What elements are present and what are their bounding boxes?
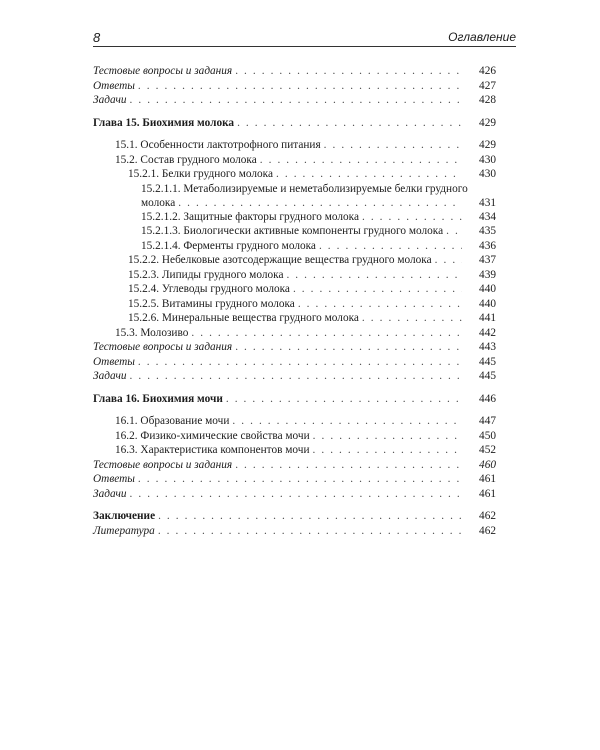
toc-entry-title: 15.2.1.1. Метаболизируемые и неметаболизируемые белки грудного <box>141 182 468 195</box>
running-header <box>93 30 516 47</box>
toc-page-number: 450 <box>479 429 496 442</box>
toc-page-number: 428 <box>479 94 496 106</box>
toc-entry-title: 15.2. Состав грудного молока <box>115 153 257 166</box>
dot-leader <box>446 224 462 238</box>
toc-entry-chapter[interactable] <box>93 509 496 524</box>
toc-entry-title: 15.2.5. Витамины грудного молока <box>128 297 295 310</box>
toc-entry-subsection[interactable] <box>93 268 496 283</box>
toc-entry-title-cont: молока <box>141 196 176 209</box>
dot-leader <box>362 311 462 325</box>
dot-leader <box>138 79 462 93</box>
toc-entry-title: Глава 16. Биохимия мочи <box>93 392 223 405</box>
toc-entry-subsection[interactable] <box>93 253 496 268</box>
toc-entry-title: 15.2.4. Углеводы грудного молока <box>128 283 290 295</box>
toc-entry-subsection[interactable] <box>93 297 496 312</box>
dot-leader <box>362 210 462 224</box>
toc-page-number: 462 <box>479 510 496 522</box>
section-gap <box>93 130 496 138</box>
toc-entry-section[interactable] <box>93 153 496 168</box>
toc-page-number: 441 <box>479 312 496 324</box>
toc-page-number: 427 <box>479 79 496 92</box>
toc-page-number: 447 <box>479 415 496 427</box>
dot-leader <box>178 196 462 210</box>
toc-entry-title: 15.2.1.4. Ферменты грудного молока <box>141 239 316 252</box>
toc-entry-section[interactable] <box>93 326 496 341</box>
dot-leader <box>276 167 462 181</box>
dot-leader <box>235 458 462 472</box>
toc-entry-title: 16.2. Физико-химические свойства мочи <box>115 429 310 442</box>
section-gap <box>93 108 496 116</box>
dot-leader <box>130 369 463 383</box>
toc-entry-subsubsection[interactable] <box>93 224 496 239</box>
toc-entry-section[interactable] <box>93 443 496 458</box>
toc-entry-title: Глава 15. Биохимия молока <box>93 116 235 129</box>
toc-entry-title: Заключение <box>93 510 156 522</box>
toc-page-number: 431 <box>479 196 496 209</box>
toc-entry-title: Ответы <box>93 473 135 485</box>
dot-leader <box>286 268 462 282</box>
toc-page-number: 439 <box>479 268 496 281</box>
toc-entry-backmatter[interactable] <box>93 355 496 370</box>
toc-page-number: 434 <box>479 210 496 223</box>
toc-entry-backmatter[interactable] <box>93 487 496 502</box>
section-gap <box>93 501 496 509</box>
dot-leader <box>319 239 462 253</box>
toc-entry-backmatter[interactable] <box>93 79 496 94</box>
toc-entry-title: 15.2.3. Липиды грудного молока <box>128 268 284 281</box>
toc-entry-title: 15.2.1. Белки грудного молока <box>128 168 273 180</box>
dot-leader <box>298 297 462 311</box>
toc-page-number: 440 <box>479 297 496 310</box>
toc-entry-subsubsection[interactable] <box>93 239 496 254</box>
toc-entry-title: 16.1. Образование мочи <box>115 415 230 427</box>
toc-entry-title: Ответы <box>93 79 135 92</box>
toc-entry-chapter[interactable] <box>93 116 496 131</box>
toc-entry-section[interactable] <box>93 414 496 429</box>
toc-page-number: 462 <box>479 524 496 537</box>
dot-leader <box>191 326 462 340</box>
dot-leader <box>260 153 462 167</box>
toc-entry-title: Тестовые вопросы и задания <box>93 341 233 353</box>
toc-entry-chapter[interactable] <box>93 392 496 407</box>
toc-page-number: 436 <box>479 239 496 252</box>
toc-entry-subsubsection[interactable] <box>93 182 496 210</box>
section-gap <box>93 406 496 414</box>
toc-page-number: 430 <box>479 153 496 166</box>
toc-entry-title: Тестовые вопросы и задания <box>93 65 233 77</box>
table-of-contents <box>93 64 496 538</box>
toc-entry-backmatter[interactable] <box>93 369 496 384</box>
toc-entry-title: 16.3. Характеристика компонентов мочи <box>115 444 310 456</box>
dot-leader <box>158 509 462 523</box>
toc-entry-title: 15.2.1.2. Защитные факторы грудного молока <box>141 210 359 223</box>
dot-leader <box>235 340 462 354</box>
toc-page-number: 446 <box>479 392 496 405</box>
toc-entry-subsubsection[interactable] <box>93 210 496 225</box>
toc-page-number: 445 <box>479 355 496 368</box>
toc-entry-title: Тестовые вопросы и задания <box>93 458 233 471</box>
toc-entry-section[interactable] <box>93 138 496 153</box>
dot-leader <box>158 524 462 538</box>
toc-page-number: 443 <box>479 341 496 353</box>
dot-leader <box>293 282 462 296</box>
dot-leader <box>130 93 463 107</box>
dot-leader <box>435 253 462 267</box>
toc-entry-title: Ответы <box>93 355 135 368</box>
toc-page-number: 435 <box>479 225 496 237</box>
toc-entry-subsection[interactable] <box>93 311 496 326</box>
toc-entry-section[interactable] <box>93 429 496 444</box>
dot-leader <box>237 116 462 130</box>
toc-entry-title: Литература <box>93 524 155 537</box>
dot-leader <box>226 392 462 406</box>
toc-entry-backmatter[interactable] <box>93 524 496 539</box>
toc-entry-title: 15.1. Особенности лактотрофного питания <box>115 139 321 151</box>
toc-entry-backmatter[interactable] <box>93 472 496 487</box>
running-title: Оглавление <box>448 30 516 44</box>
toc-page-number: 429 <box>479 116 496 129</box>
toc-page-number: 445 <box>479 370 496 382</box>
dot-leader <box>138 472 462 486</box>
dot-leader <box>313 443 462 457</box>
toc-entry-backmatter[interactable] <box>93 458 496 473</box>
dot-leader <box>235 64 462 78</box>
toc-entry-title: 15.2.6. Минеральные вещества грудного молока <box>128 312 359 324</box>
toc-entry-backmatter[interactable] <box>93 340 496 355</box>
toc-entry-backmatter[interactable] <box>93 64 496 79</box>
toc-page-number: 461 <box>479 487 496 500</box>
toc-entry-title: Задачи <box>93 487 127 500</box>
toc-entry-title: 15.2.2. Небелковые азотсодержащие вещества грудного молока <box>128 254 432 266</box>
toc-page-number: 437 <box>479 254 496 266</box>
dot-leader <box>138 355 462 369</box>
toc-page-number: 429 <box>479 139 496 151</box>
toc-page-number: 442 <box>479 326 496 339</box>
toc-page-number: 426 <box>479 65 496 77</box>
toc-entry-title: Задачи <box>93 370 127 382</box>
dot-leader <box>232 414 462 428</box>
toc-page-number: 440 <box>479 283 496 295</box>
toc-page-number: 461 <box>479 473 496 485</box>
toc-entry-backmatter[interactable] <box>93 93 496 108</box>
toc-entry-title: 15.3. Молозиво <box>115 326 189 339</box>
toc-entry-subsection[interactable] <box>93 282 496 297</box>
section-gap <box>93 384 496 392</box>
toc-entry-title: Задачи <box>93 94 127 106</box>
toc-page-number: 460 <box>479 458 496 471</box>
dot-leader <box>313 429 462 443</box>
page-number: 8 <box>93 30 101 45</box>
dot-leader <box>130 487 463 501</box>
toc-entry-title: 15.2.1.3. Биологически активные компоненты грудного молока <box>141 225 444 237</box>
toc-page-number: 452 <box>479 444 496 456</box>
dot-leader <box>324 138 462 152</box>
toc-entry-subsection[interactable] <box>93 167 496 182</box>
toc-page-number: 430 <box>479 168 496 180</box>
